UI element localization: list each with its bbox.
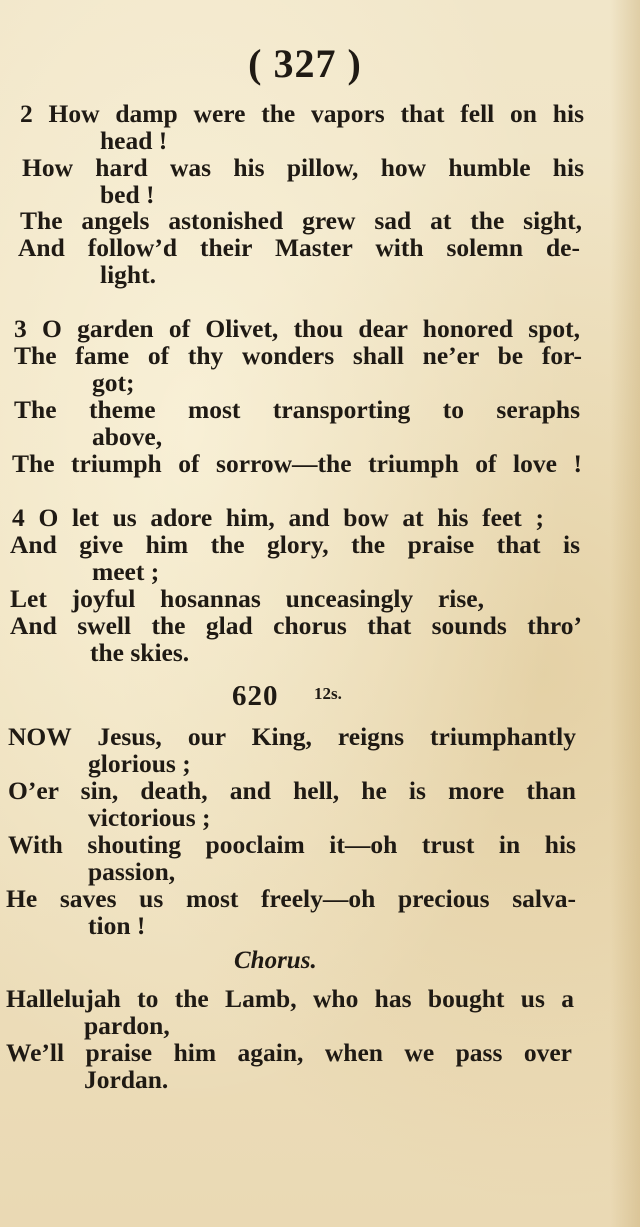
verse-line: above, <box>92 422 163 451</box>
chorus-line: pardon, <box>84 1011 170 1040</box>
verse-line: light. <box>100 260 156 289</box>
hymn-number: 620 <box>232 680 279 712</box>
verse-line: victorious ; <box>88 803 211 832</box>
verse-line: He saves us most freely—oh precious salva- <box>6 884 576 913</box>
verse-line: got; <box>92 368 135 397</box>
verse-line: O’er sin, death, and hell, he is more than <box>8 776 576 805</box>
verse-line: The theme most transporting to seraphs <box>14 395 580 424</box>
verse-line: Let joyful hosannas unceasingly rise, <box>10 584 484 613</box>
verse-line: glorious ; <box>88 749 191 778</box>
chorus-label: Chorus. <box>234 947 317 974</box>
verse-line: How hard was his pillow, how humble his <box>22 153 584 182</box>
verse-line: the skies. <box>90 638 190 667</box>
verse-line: With shouting pooclaim it—oh trust in his <box>8 830 576 859</box>
verse-line: And follow’d their Master with solemn de- <box>18 233 580 262</box>
verse-line: head ! <box>100 126 168 155</box>
verse-line: tion ! <box>88 911 146 940</box>
hymn-meter: 12s. <box>314 684 342 703</box>
verse-line: meet ; <box>92 557 160 586</box>
verse-line: The angels astonished grew sad at the sight, <box>20 206 582 235</box>
verse-line: 2 How damp were the vapors that fell on his <box>20 99 584 128</box>
verse-line: passion, <box>88 857 176 886</box>
verse-line: NOW Jesus, our King, reigns triumphantly <box>8 722 576 751</box>
chorus-line: Jordan. <box>84 1065 169 1094</box>
verse-line: 4 O let us adore him, and bow at his feet ; <box>12 503 544 532</box>
verse-line: The fame of thy wonders shall ne’er be for- <box>14 341 582 370</box>
verse-line: bed ! <box>100 180 155 209</box>
chorus-line: Hallelujah to the Lamb, who has bought us a <box>6 984 574 1013</box>
verse-line: The triumph of sorrow—the triumph of love ! <box>12 449 582 478</box>
verse-line: And give him the glory, the praise that is <box>10 530 580 559</box>
chorus-line: We’ll praise him again, when we pass over <box>6 1038 572 1067</box>
verse-line: 3 O garden of Olivet, thou dear honored spot, <box>14 314 580 343</box>
verse-line: And swell the glad chorus that sounds thro’ <box>10 611 582 640</box>
page-number: ( 327 ) <box>248 41 362 86</box>
